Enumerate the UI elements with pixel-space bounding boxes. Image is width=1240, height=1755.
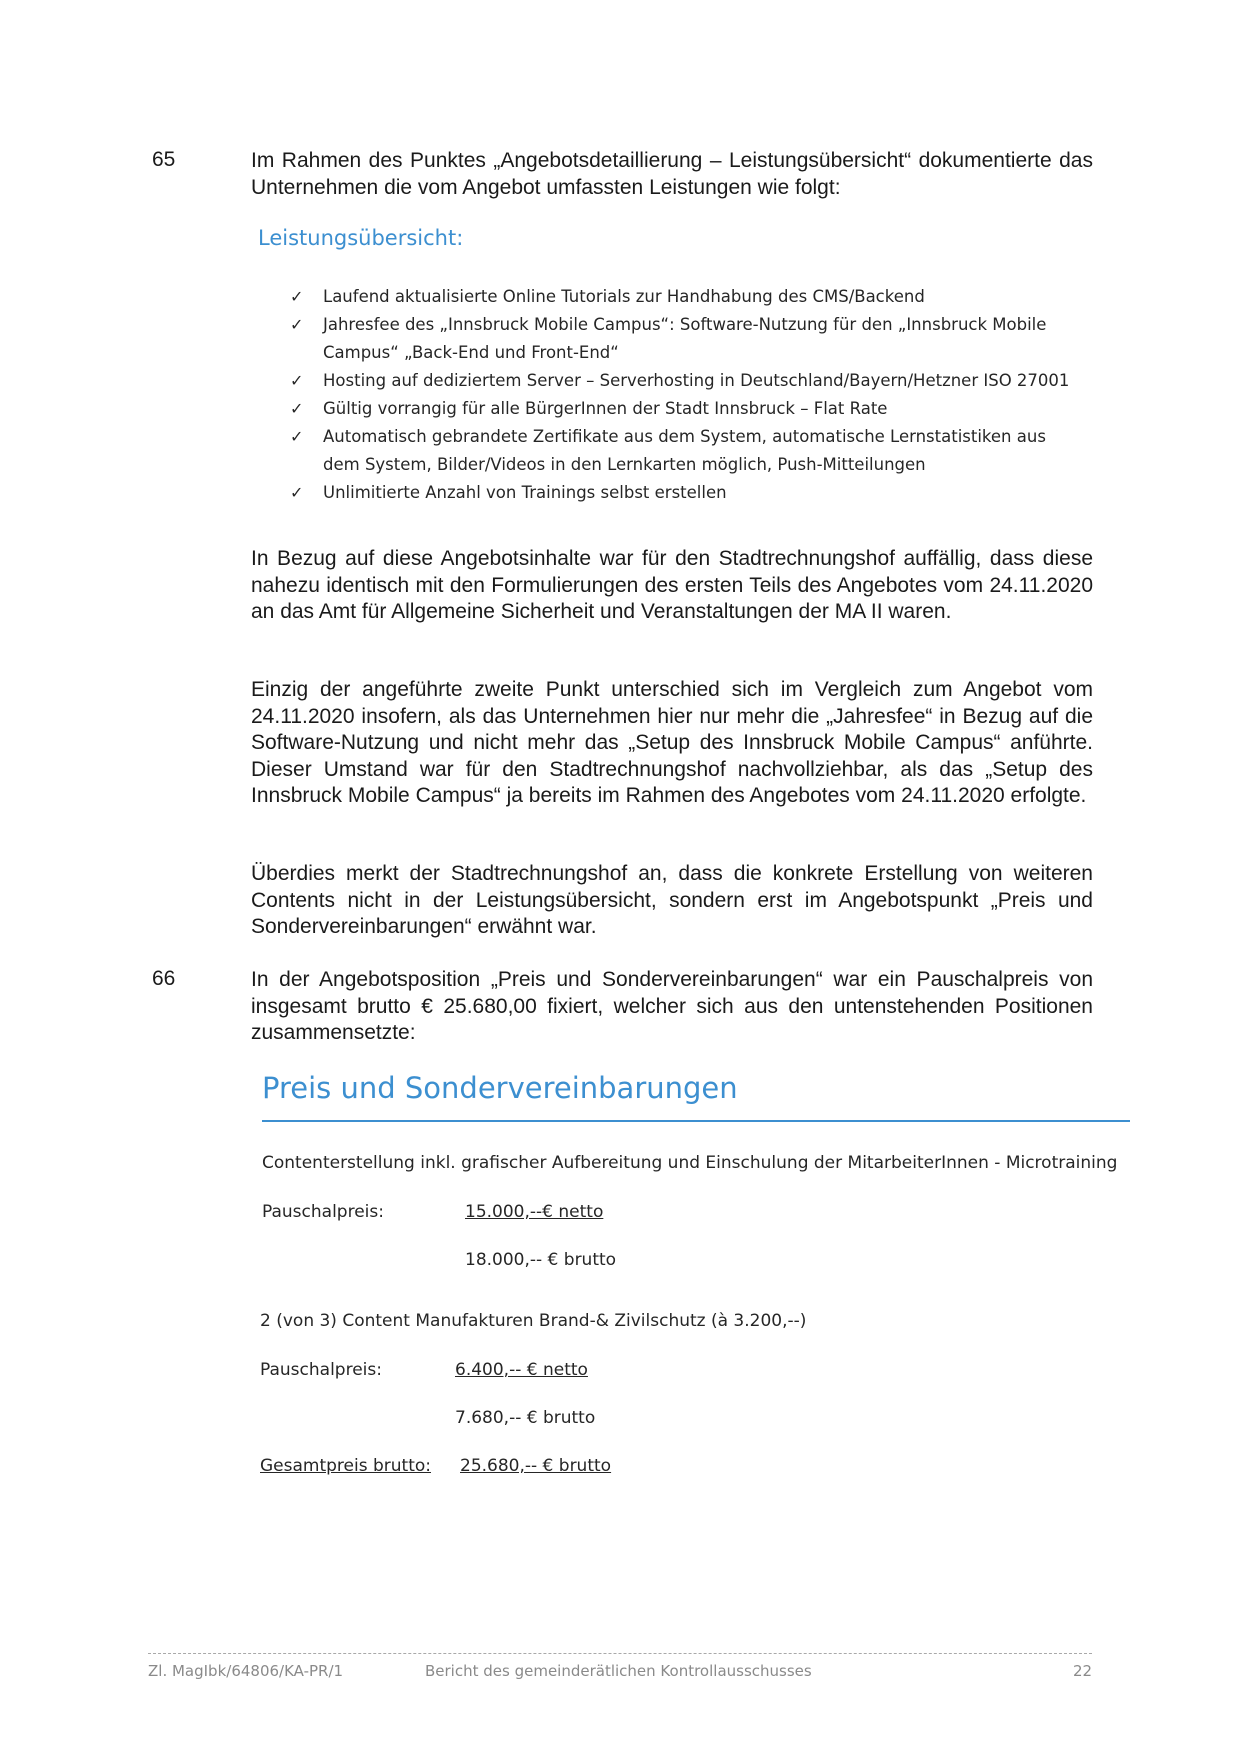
- list-item: [290, 479, 1070, 507]
- list-item: [290, 395, 1070, 423]
- list-item-text: Hosting auf dediziertem Server – Serverhosting in Deutschland/Bayern/Hetzner ISO 27001: [323, 371, 1070, 390]
- page-number: 22: [1073, 1662, 1093, 1680]
- price-item-1-brutto: 18.000,-- € brutto: [465, 1250, 617, 1270]
- section-65-intro: Im Rahmen des Punktes „Angebotsdetaillierung – Leistungsübersicht“ dokumentierte das Unternehmen die vom Angebot umfassten Leistungen wie folgt:: [251, 149, 1093, 199]
- price-heading: Preis und Sondervereinbarungen: [262, 1071, 738, 1105]
- checkmark-icon: ✓: [290, 399, 304, 418]
- price-item-2-description: 2 (von 3) Content Manufakturen Brand-& Zivilschutz (à 3.200,--): [260, 1311, 807, 1331]
- list-item-text: Jahresfee des „Innsbruck Mobile Campus“: Software-Nutzung für den „Innsbruck Mobile Campus“ „Back-End und Front-End“: [323, 315, 1047, 362]
- footer-divider: [148, 1653, 1092, 1654]
- list-item: [290, 423, 1070, 479]
- footer-title: Bericht des gemeinderätlichen Kontrollausschusses: [425, 1662, 812, 1680]
- price-item-2-netto: 6.400,-- € netto: [455, 1360, 588, 1380]
- list-item: [290, 367, 1070, 395]
- checkmark-icon: ✓: [290, 371, 304, 390]
- list-item-text: Automatisch gebrandete Zertifikate aus dem System, automatische Lernstatistiken aus dem System, Bilder/Videos in den Lernkarten möglich, Push-Mitteilungen: [323, 427, 1046, 474]
- checkmark-icon: ✓: [290, 427, 304, 446]
- price-item-1-netto: 15.000,--€ netto: [465, 1202, 604, 1222]
- checkmark-icon: ✓: [290, 315, 304, 334]
- list-item: [290, 283, 1070, 311]
- total-price-value: 25.680,-- € brutto: [460, 1456, 612, 1476]
- paragraph-number-65: 65: [152, 148, 176, 171]
- paragraph-number-66: 66: [152, 967, 176, 990]
- price-item-2-label: Pauschalpreis:: [260, 1360, 382, 1380]
- price-heading-rule: [262, 1120, 1130, 1122]
- section-66-intro: In der Angebotsposition „Preis und Sondervereinbarungen“ war ein Pauschalpreis von insgesamt brutto € 25.680,00 fixiert, welcher sich aus den untenstehenden Positionen zusammensetzte:: [251, 968, 1093, 1044]
- price-item-1-description: Contenterstellung inkl. grafischer Aufbereitung und Einschulung der MitarbeiterInnen - Microtraining: [262, 1153, 1118, 1173]
- footer-reference: Zl. MagIbk/64806/KA-PR/1: [148, 1662, 344, 1680]
- body-paragraph-2: Einzig der angeführte zweite Punkt unterschied sich im Vergleich zum Angebot vom 24.11.2020 insofern, als das Unternehmen hier nur mehr die „Jahresfee“ in Bezug auf die Software-Nutzung und nicht mehr das „Setup des Innsbruck Mobile Campus“ anführte. Dieser Umstand war für den Stadtrechnungshof nachvollziehbar, als das „Setup des Innsbruck Mobile Campus“ ja bereits im Rahmen des Angebotes vom 24.11.2020 erfolgte.: [251, 678, 1093, 807]
- leistungsuebersicht-heading: Leistungsübersicht:: [258, 226, 464, 250]
- service-checklist: [290, 283, 1070, 507]
- list-item-text: Gültig vorrangig für alle BürgerInnen der Stadt Innsbruck – Flat Rate: [323, 399, 888, 418]
- price-item-2-brutto: 7.680,-- € brutto: [455, 1408, 596, 1428]
- checkmark-icon: ✓: [290, 483, 304, 502]
- price-item-1-label: Pauschalpreis:: [262, 1202, 384, 1222]
- checkmark-icon: ✓: [290, 287, 304, 306]
- total-price-label: Gesamtpreis brutto:: [260, 1456, 431, 1476]
- body-paragraph-1: In Bezug auf diese Angebotsinhalte war für den Stadtrechnungshof auffällig, dass diese nahezu identisch mit den Formulierungen des ersten Teils des Angebotes vom 24.11.2020 an das Amt für Allgemeine Sicherheit und Veranstaltungen der MA II waren.: [251, 547, 1093, 623]
- list-item-text: Unlimitierte Anzahl von Trainings selbst erstellen: [323, 483, 727, 502]
- body-paragraph-3: Überdies merkt der Stadtrechnungshof an, dass die konkrete Erstellung von weiteren Contents nicht in der Leistungsübersicht, sondern erst im Angebotspunkt „Preis und Sondervereinbarungen“ erwähnt war.: [251, 862, 1093, 938]
- list-item-text: Laufend aktualisierte Online Tutorials zur Handhabung des CMS/Backend: [323, 287, 925, 306]
- list-item: [290, 311, 1070, 367]
